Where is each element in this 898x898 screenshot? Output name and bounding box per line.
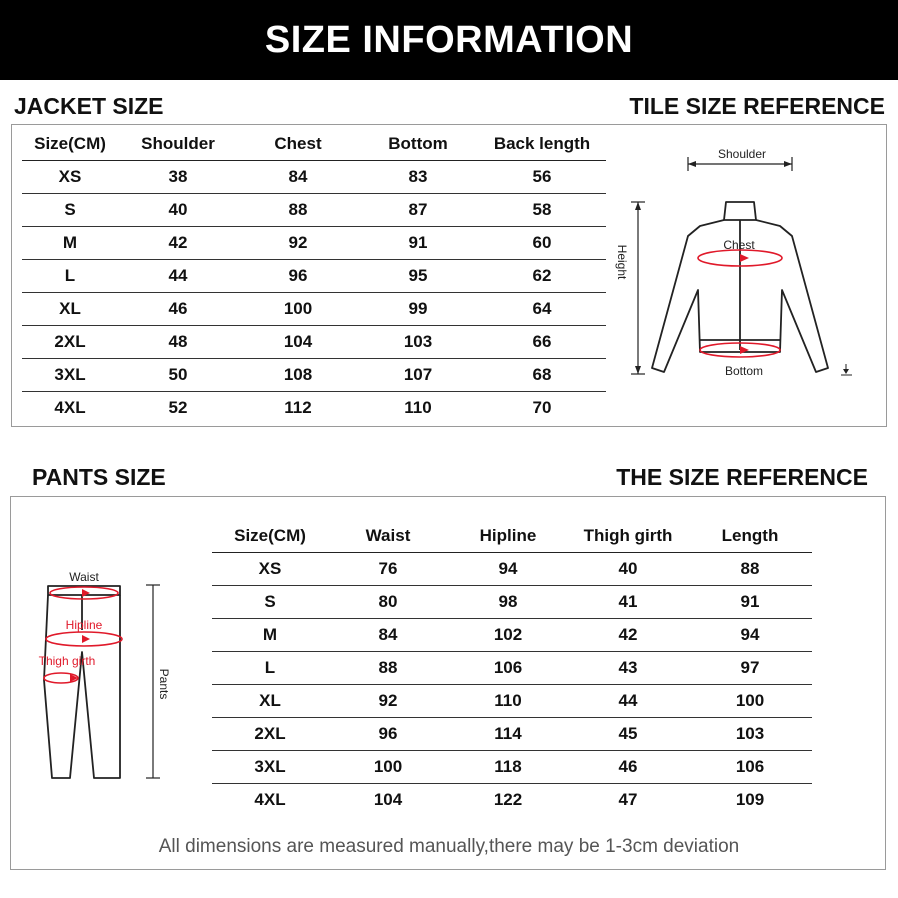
jacket-cell: 60 — [478, 226, 606, 259]
pants-cell: 122 — [493, 789, 523, 809]
jacket-table-row — [22, 292, 606, 325]
jacket-cell: S — [22, 193, 118, 226]
small-down-arrow-icon — [841, 364, 852, 375]
jacket-cell: XL — [22, 292, 118, 325]
jacket-cell: 42 — [118, 226, 238, 259]
pants-col-hipline: Hipline — [448, 521, 568, 552]
pants-table-row — [212, 717, 812, 750]
pants-cell: S — [212, 585, 328, 618]
jacket-cell: M — [22, 226, 118, 259]
pants-cell: 44 — [568, 684, 688, 717]
jacket-cell: XS — [22, 160, 118, 193]
jacket-cell: 3XL — [22, 358, 118, 391]
jacket-cell: 91 — [358, 226, 478, 259]
pants-cell: 42 — [568, 618, 688, 651]
jacket-col-bottom: Bottom — [358, 129, 478, 160]
pants-table-row — [212, 783, 812, 816]
pants-section-title: PANTS SIZE — [32, 464, 166, 490]
bottom-label: Bottom — [724, 364, 764, 378]
pants-cell: 46 — [568, 750, 688, 783]
jacket-cell: 62 — [478, 259, 606, 292]
jacket-cell: 96 — [238, 259, 358, 292]
jacket-cell: 92 — [238, 226, 358, 259]
pants-table-header — [212, 521, 812, 552]
pants-cell: 100 — [328, 750, 448, 783]
jacket-cell: 95 — [358, 259, 478, 292]
jacket-cell: 104 — [238, 325, 358, 358]
title-banner — [0, 0, 898, 80]
jacket-cell: L — [22, 259, 118, 292]
pants-cell: 103 — [688, 717, 812, 750]
jacket-cell: 103 — [358, 325, 478, 358]
pants-cell: 88 — [328, 651, 448, 684]
pants-table-row — [212, 684, 812, 717]
waist-label: Waist — [69, 570, 99, 584]
jacket-cell: 108 — [238, 358, 358, 391]
shoulder-label: Shoulder — [717, 147, 767, 161]
pants-reference-title: THE SIZE REFERENCE — [616, 464, 868, 490]
pants-col-size: Size(CM) — [212, 521, 328, 552]
jacket-table-row — [22, 358, 606, 391]
pants-diagram — [22, 560, 182, 790]
jacket-cell: 40 — [118, 193, 238, 226]
jacket-table-row — [22, 226, 606, 259]
pants-cell: 106 — [688, 750, 812, 783]
jacket-cell: 48 — [118, 325, 238, 358]
waist-measure — [50, 587, 118, 599]
jacket-table-header — [22, 129, 606, 160]
pants-cell: 114 — [448, 717, 568, 750]
pants-size-table — [212, 521, 812, 816]
pants-cell: 92 — [328, 684, 448, 717]
jacket-col-chest: Chest — [238, 129, 358, 160]
jacket-reference-title: TILE SIZE REFERENCE — [629, 93, 885, 119]
pants-col-thigh-girth: Thigh girth — [568, 521, 688, 552]
pants-col-length: Length — [688, 521, 812, 552]
jacket-size-table — [22, 129, 606, 424]
pants-table-row — [212, 552, 812, 585]
pants-cell: 98 — [448, 585, 568, 618]
measurement-footnote: All dimensions are measured manually,there may be 1-3cm deviation — [158, 836, 740, 857]
jacket-table-row — [22, 193, 606, 226]
jacket-cell: 100 — [238, 292, 358, 325]
pants-cell: 106 — [448, 651, 568, 684]
jacket-cell: 107 — [358, 358, 478, 391]
jacket-cell: 64 — [478, 292, 606, 325]
page-title: SIZE INFORMATION — [264, 18, 634, 61]
pants-col-waist: Waist — [328, 521, 448, 552]
thigh-label: Thigh girth — [38, 654, 96, 668]
jacket-cell: 112 — [284, 397, 312, 417]
pants-cell: 118 — [448, 750, 568, 783]
pants-cell: M — [212, 618, 328, 651]
jacket-cell: 88 — [238, 193, 358, 226]
jacket-cell: 56 — [478, 160, 606, 193]
pants-cell: 91 — [688, 585, 812, 618]
pants-table-row — [212, 750, 812, 783]
jacket-cell: 2XL — [22, 325, 118, 358]
jacket-cell: 46 — [118, 292, 238, 325]
pants-cell: 40 — [568, 552, 688, 585]
pants-cell: 110 — [448, 684, 568, 717]
pants-cell: 2XL — [212, 717, 328, 750]
pants-cell: 45 — [568, 717, 688, 750]
thigh-measure — [44, 673, 78, 683]
pants-cell: 47 — [618, 789, 638, 809]
jacket-section-title: JACKET SIZE — [14, 93, 164, 119]
pants-table-row — [212, 618, 812, 651]
hipline-measure — [46, 632, 122, 646]
jacket-col-size: Size(CM) — [22, 129, 118, 160]
jacket-cell: 4XL — [54, 397, 86, 417]
jacket-table-row — [22, 160, 606, 193]
jacket-cell: 70 — [532, 397, 552, 417]
pants-cell: 94 — [448, 552, 568, 585]
pants-cell: 84 — [328, 618, 448, 651]
pants-cell: 76 — [328, 552, 448, 585]
pants-cell: 43 — [568, 651, 688, 684]
jacket-diagram — [612, 140, 882, 390]
pants-cell: XS — [212, 552, 328, 585]
pants-cell: 41 — [568, 585, 688, 618]
jacket-table-row — [22, 325, 606, 358]
hipline-label: Hipline — [65, 618, 103, 632]
pants-cell: 102 — [448, 618, 568, 651]
height-arrow — [631, 202, 645, 374]
pants-cell: 94 — [688, 618, 812, 651]
jacket-cell: 68 — [478, 358, 606, 391]
jacket-col-shoulder: Shoulder — [118, 129, 238, 160]
jacket-cell: 58 — [478, 193, 606, 226]
pants-cell: 100 — [688, 684, 812, 717]
jacket-cell: 50 — [118, 358, 238, 391]
jacket-cell: 99 — [358, 292, 478, 325]
pants-cell: L — [212, 651, 328, 684]
height-label: Height — [615, 244, 629, 280]
pants-cell: 3XL — [212, 750, 328, 783]
pants-cell: 104 — [373, 789, 403, 809]
jacket-table-row — [22, 391, 606, 424]
pants-cell: 109 — [735, 789, 765, 809]
pants-cell: 96 — [328, 717, 448, 750]
chest-label: Chest — [723, 238, 755, 252]
pants-cell: 4XL — [254, 789, 286, 809]
jacket-cell: 87 — [358, 193, 478, 226]
jacket-cell: 110 — [404, 397, 432, 417]
jacket-cell: 84 — [238, 160, 358, 193]
pants-cell: XL — [212, 684, 328, 717]
pants-cell: 88 — [688, 552, 812, 585]
pants-cell: 97 — [688, 651, 812, 684]
jacket-cell: 52 — [168, 397, 188, 417]
jacket-cell: 38 — [118, 160, 238, 193]
jacket-cell: 44 — [118, 259, 238, 292]
jacket-cell: 83 — [358, 160, 478, 193]
jacket-table-row — [22, 259, 606, 292]
jacket-cell: 66 — [478, 325, 606, 358]
pants-table-row — [212, 651, 812, 684]
pants-length-label: Pants — [157, 668, 171, 700]
pants-table-row — [212, 585, 812, 618]
jacket-col-back-length: Back length — [478, 129, 606, 160]
pants-cell: 80 — [328, 585, 448, 618]
